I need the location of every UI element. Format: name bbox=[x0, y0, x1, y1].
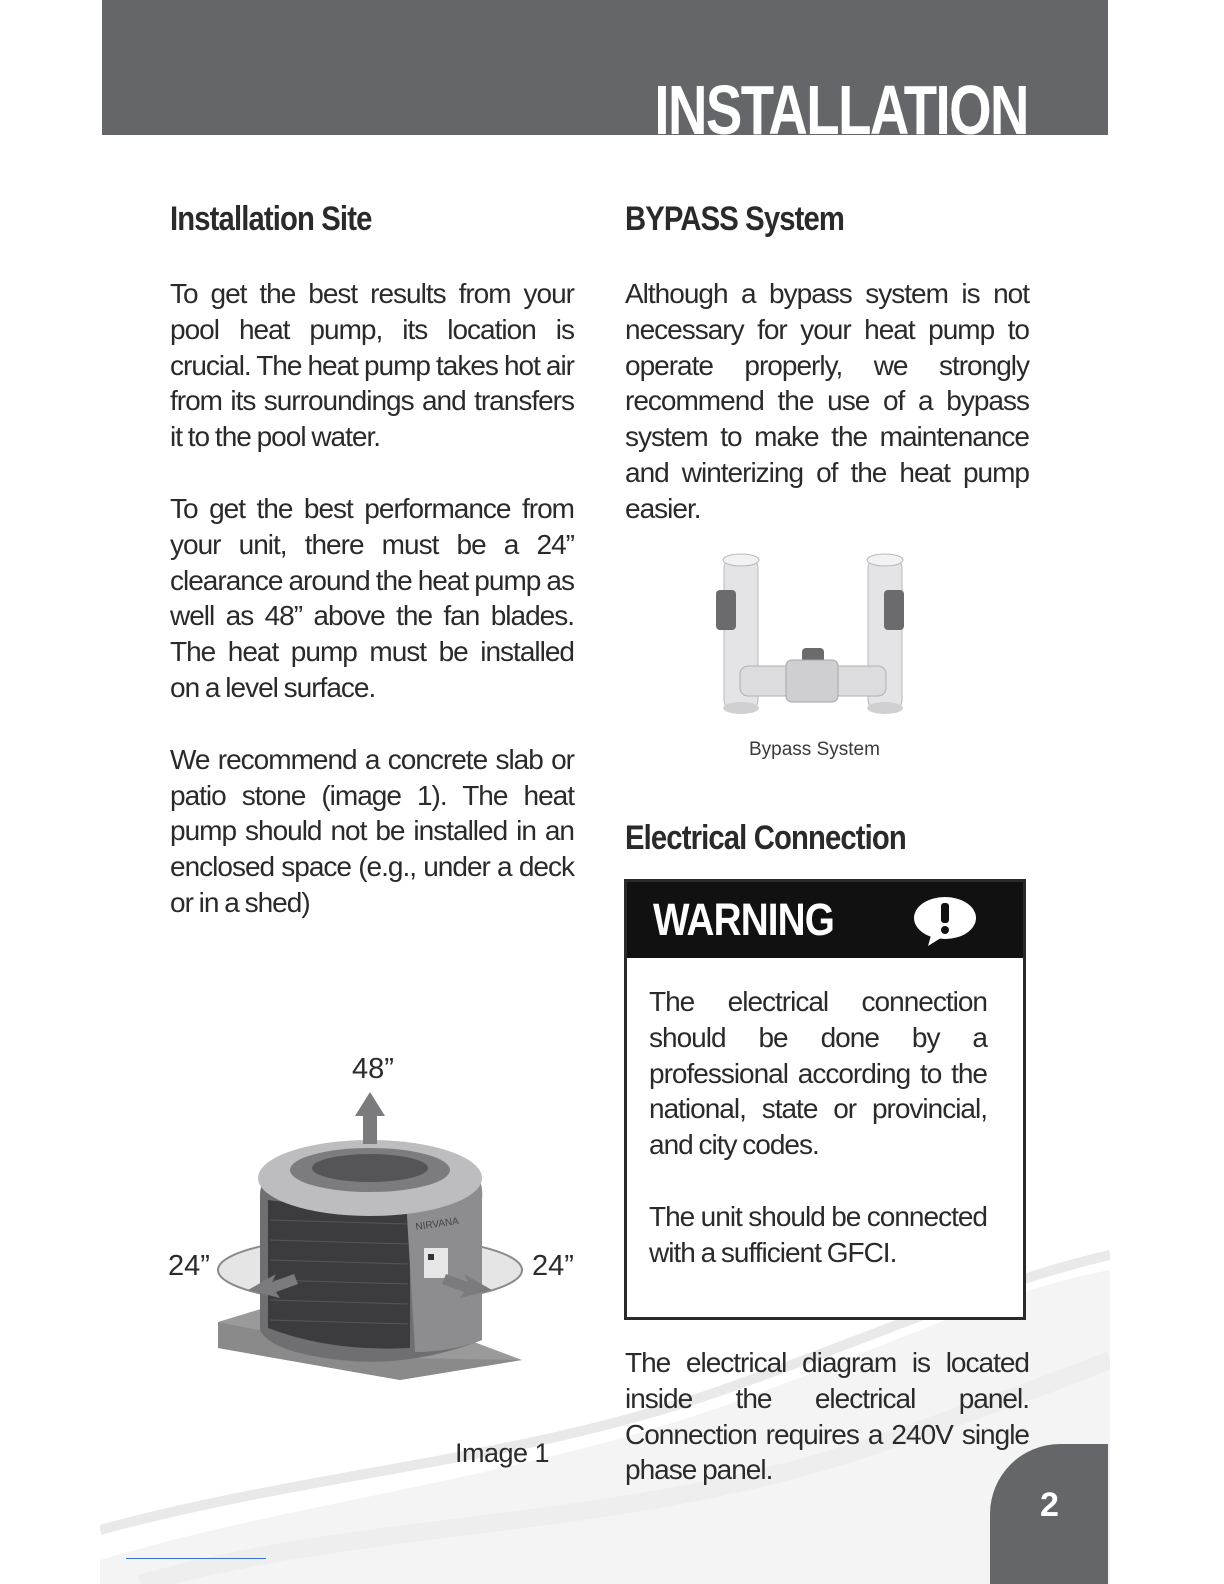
bypass-system-illustration bbox=[690, 548, 930, 723]
footer-link-line bbox=[126, 1558, 266, 1559]
electrical-connection-heading: Electrical Connection bbox=[625, 819, 906, 857]
brand-label: NIRVANA bbox=[414, 1216, 460, 1233]
bypass-heading: BYPASS System bbox=[625, 200, 845, 238]
electrical-paragraph: The electrical diagram is located inside the electrical panel. Connection requires a 240V single phase panel. bbox=[625, 1347, 1029, 1486]
warning-box bbox=[624, 879, 1026, 1320]
right-column bbox=[625, 196, 1029, 527]
warning-header bbox=[627, 882, 1023, 958]
page-number: 2 bbox=[1040, 1486, 1059, 1524]
bypass-caption: Bypass System bbox=[749, 739, 880, 760]
site-paragraph-2: To get the best performance from your unit, there must be a 24” clearance around the heat pump as well as 48” above the fan blades. The heat pump must be installed on a level surface. bbox=[170, 492, 574, 703]
electrical-paragraph-wrap bbox=[625, 1345, 1029, 1488]
header-band bbox=[102, 0, 1108, 135]
warning-paragraph-1: The electrical connection should be done by a professional according to the national, state or provincial, and city codes. bbox=[649, 986, 987, 1161]
installation-site-heading: Installation Site bbox=[170, 200, 372, 238]
left-column bbox=[170, 196, 574, 921]
right-clearance-label: 24” bbox=[532, 1250, 574, 1282]
warning-title: WARNING bbox=[653, 894, 835, 945]
image-1-caption: Image 1 bbox=[455, 1438, 550, 1468]
exclamation-speech-bubble-icon bbox=[912, 894, 978, 948]
warning-body bbox=[649, 984, 987, 1271]
bypass-paragraph: Although a bypass system is not necessary for your heat pump to operate properly, we strongly recommend the use of a bypass system to make the maintenance and winterizing of the heat pump easier. bbox=[625, 278, 1029, 524]
top-clearance-label: 48” bbox=[352, 1053, 394, 1085]
page-title: INSTALLATION bbox=[654, 71, 1028, 135]
up-arrow-shaft bbox=[363, 1112, 377, 1144]
site-paragraph-3: We recommend a concrete slab or patio stone (image 1). The heat pump should not be installed in an enclosed space (e.g., under a deck or in a shed) bbox=[170, 743, 574, 918]
site-paragraph-1: To get the best results from your pool heat pump, its location is crucial. The heat pump takes hot air from its surroundings and transfers it to the pool water. bbox=[170, 278, 574, 453]
up-arrow-icon bbox=[355, 1092, 385, 1116]
heat-pump-illustration bbox=[210, 1090, 530, 1380]
warning-paragraph-2: The unit should be connected with a sufficient GFCI. bbox=[649, 1200, 987, 1268]
left-clearance-label: 24” bbox=[168, 1250, 210, 1282]
